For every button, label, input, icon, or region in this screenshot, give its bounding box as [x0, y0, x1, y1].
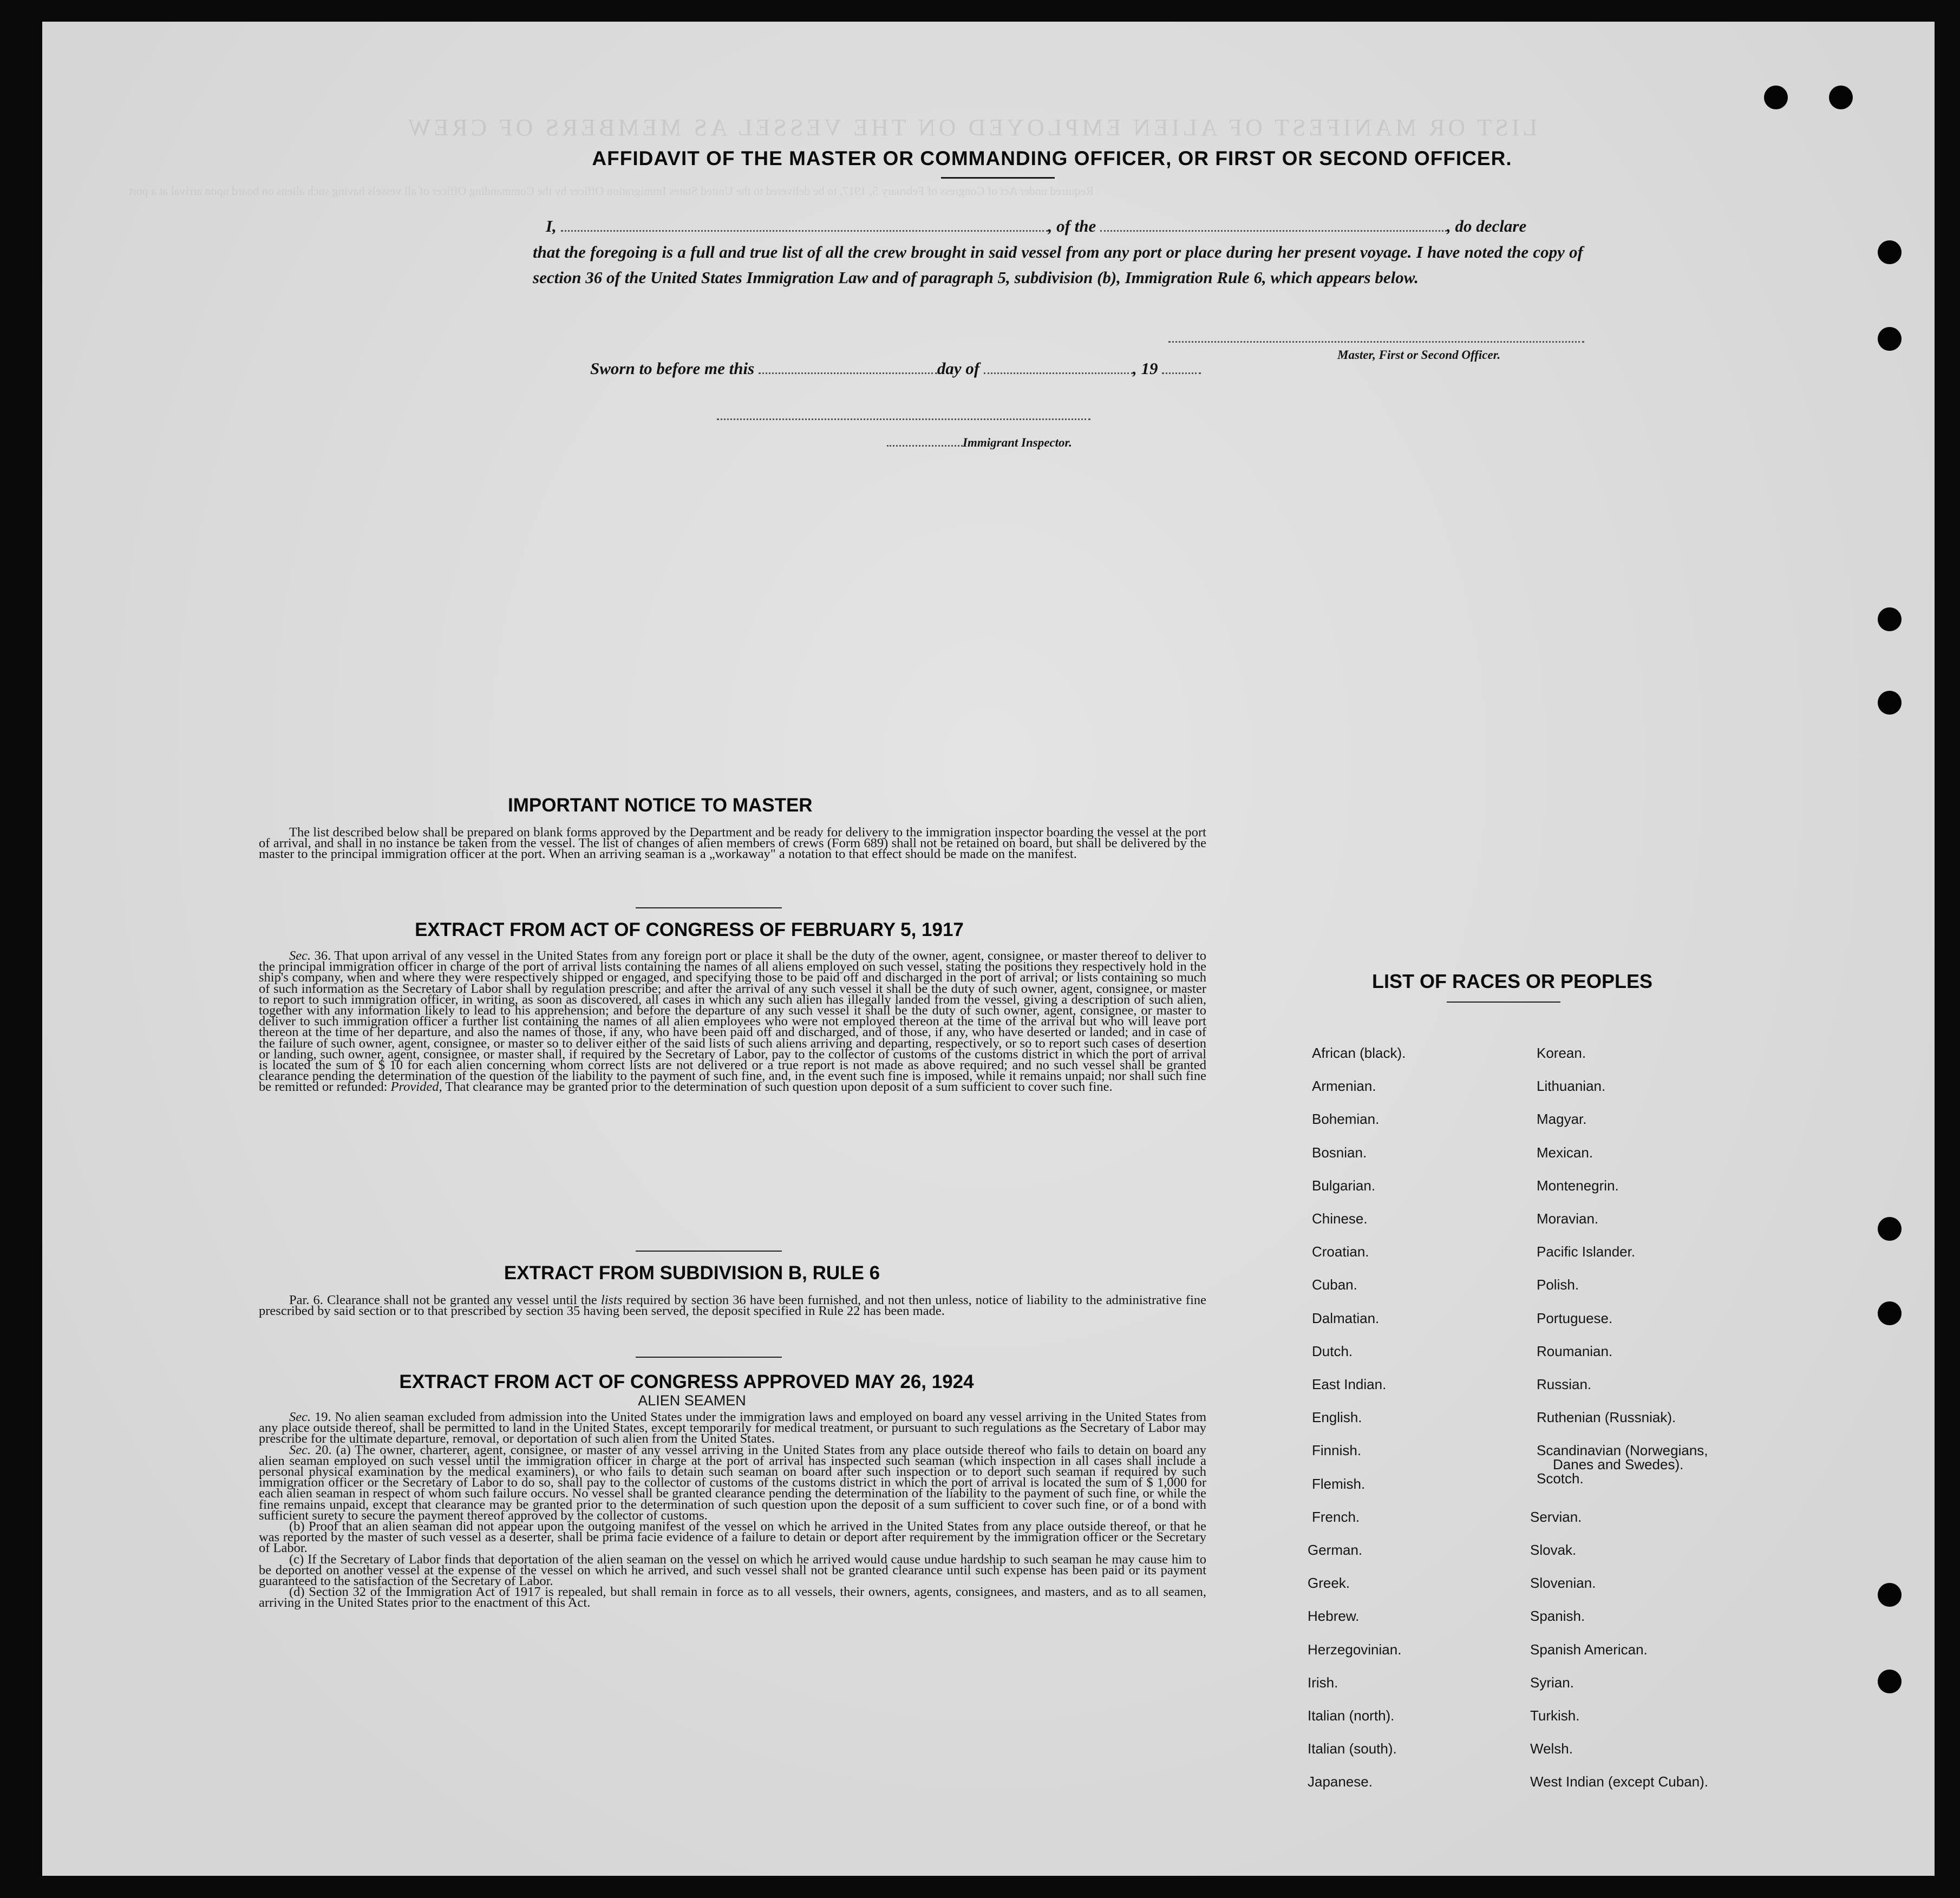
race-left-item: French. [1312, 1508, 1360, 1525]
race-right-item: Slovak. [1530, 1542, 1577, 1558]
race-right-item: Slovenian. [1530, 1575, 1596, 1592]
sworn-year-field[interactable] [1162, 359, 1201, 374]
race-right-item: Ruthenian (Russniak). [1537, 1409, 1676, 1426]
sec20d-paragraph [259, 1585, 1206, 1611]
sworn-day-field[interactable] [759, 359, 937, 374]
sec19-body: 19. No alien seaman excluded from admission into the United States under the immigration laws and employed on board any vessel arriving in the United States from any place outside thereof, shall be permitted to land in the United States, except temporarily for medical treatment, or pursuant to such regulations as the Secretary of Labor may prescribe for the ultimate departure, removal, or deportation of such alien from the United States. [259, 1410, 1207, 1447]
races-title-rule [1447, 1002, 1560, 1003]
race-right-item: Syrian. [1530, 1674, 1574, 1691]
rule6-text [259, 1295, 1206, 1317]
race-left-item: Croatian. [1312, 1243, 1369, 1260]
declaration-of-the: , of the [1048, 217, 1096, 235]
race-right-item: Spanish. [1530, 1608, 1585, 1625]
punch-hole-right-4 [1878, 691, 1902, 715]
sec20a-paragraph [259, 1442, 1206, 1523]
rule6-rule [636, 1357, 782, 1358]
sec20c-body: (c) If the Secretary of Labor finds that deportation of the alien seaman on the vessel on which he arrived would cause undue hardship to such seaman he may cause him to be deported on another vessel at the expense of the vessel on which he arrived, and such vessel shall not be granted clearance until such expense has been paid or its payment guaranteed to the satisfaction of the Secretary of Labor. [259, 1552, 1206, 1589]
extract-1917-rule [636, 1251, 782, 1252]
races-title: LIST OF RACES OR PEOPLES [1371, 970, 1653, 992]
punch-hole-right-7 [1878, 1583, 1902, 1607]
race-left-item: Herzegovinian. [1308, 1641, 1402, 1658]
race-right-item: Servian. [1530, 1508, 1582, 1525]
race-left-item: Bohemian. [1312, 1111, 1380, 1128]
inspector-caption-dots [887, 436, 963, 447]
race-left-item: Greek. [1308, 1575, 1350, 1592]
declaration-do-declare: , do declare [1447, 217, 1527, 235]
extract-1917-sec: Sec. [289, 948, 311, 963]
inspector-signature-line[interactable] [717, 418, 1090, 420]
race-left-item: East Indian. [1312, 1376, 1387, 1392]
declarant-name-field[interactable] [561, 217, 1048, 232]
race-right-item: Korean. [1537, 1045, 1586, 1061]
punch-hole-right-3 [1878, 607, 1902, 631]
race-right-item: Welsh. [1530, 1740, 1573, 1757]
race-left-item: Italian (north). [1308, 1707, 1395, 1724]
race-right-item: Mexican. [1537, 1144, 1593, 1161]
race-right-item: Moravian. [1537, 1210, 1599, 1227]
sec20d-body: (d) Section 32 of the Immigration Act of 1917 is repealed, but shall remain in force as to all vessels, their owners, agents, consignees, and masters, and as to all seamen, arriving in the United States prior to the enactment of this Act. [259, 1585, 1206, 1611]
sec20b-body: (b) Proof that an alien seaman did not appear upon the outgoing manifest of the vessel on which he arrived in the United States from any place outside thereof, or that he was reported by the master of such vessel as a deserter, shall be prima facie evidence of a failure to detain or deport after requirement by the immigration officer or the Secretary of Labor. [259, 1519, 1206, 1556]
sec20c-paragraph [259, 1554, 1206, 1587]
race-left-item: Dalmatian. [1312, 1310, 1380, 1326]
notice-title: IMPORTANT NOTICE TO MASTER [508, 795, 813, 816]
punch-hole-right-5 [1878, 1217, 1902, 1241]
rule6-body-b: required by section 36 have been furnished, and not then unless, notice of liability to the administrative fine prescribed by said section or to that prescribed by section 35 having been served, the deposit specified in Rule 22 has been made. [259, 1293, 1207, 1319]
affidavit-paragraph: that the foregoing is a full and true list of all the crew brought in said vessel from any port or place during her present voyage. I have noted the copy of section 36 of the United States Immigration Law and of paragraph 5, subdivision (b), Immigration Rule 6, which appears below. [533, 243, 1583, 287]
race-left-item: Chinese. [1312, 1210, 1368, 1227]
bleed-through-heading: LIST OR MANIFEST OF ALIEN EMPLOYED ON THE VESSEL AS MEMBERS OF CREW [405, 114, 1538, 141]
race-right-item: Spanish American. [1530, 1641, 1648, 1658]
race-right-item: Magyar. [1537, 1111, 1587, 1128]
declaration-i: I, [546, 217, 557, 235]
rule6-title: EXTRACT FROM SUBDIVISION B, RULE 6 [504, 1262, 880, 1284]
sec20b-paragraph [259, 1521, 1206, 1554]
punch-hole-right-2 [1878, 327, 1902, 351]
race-left-item: Japanese. [1308, 1773, 1373, 1790]
sworn-month-field[interactable] [984, 359, 1133, 374]
race-right-item: Portuguese. [1537, 1310, 1613, 1326]
notice-body: The list described below shall be prepared on blank forms approved by the Department and be ready for delivery to the immigration inspector boarding the vessel at the port of arrival, and shall in no instance be taken from the vessel. The list of changes of alien members of crews (Form 689) shall not be retained on board, but shall be delivered by the master to the principal immigration officer at the port. When an arriving seaman is a „workaway" a notation to that effect should be made on the manifest. [259, 825, 1206, 862]
punch-hole-right-6 [1878, 1301, 1902, 1325]
extract-1917-body: 36. That upon arrival of any vessel in the United States from any foreign port or place it shall be the duty of the owner, agent, consignee, or master thereof to deliver to the principal immigration officer in charge of the port of arrival lists containing the names of all aliens employed on such vessel, stating the positions they respectively hold in the ship's company, when and where they were respectively shipped or engaged, and specifying those to be paid off and discharged in the port of arrival; or lists containing so much of such information as the Secretary of Labor shall by regulation prescribe; and after the arrival of any such vessel it shall be the duty of such owner, agent, consignee, or master to report to such immigration officer, in writing, as soon as discovered, all cases in which any such alien has illegally landed from the vessel, giving a description of such alien, together with any information likely to lead to his apprehension; and before the departure of any such vessel it shall be the duty of such owner, agent, consignee, or master to deliver to such immigration officer a further list containing the names of all alien employees who were not employed thereon at the time of the arrival but who will leave port thereon at the time of her departure, and also the names of those, if any, who have been paid off and discharged, and of those, if any, who have deserted or landed; and in case of the failure of such owner, agent, consignee, or master so to deliver either of the said lists of such aliens arriving and departing, respectively, or so to report such cases of desertion or landing, such owner, agent, consignee, or master shall, if required by the Secretary of Labor, pay to the collector of customs of the customs district in which the port of arrival is located the sum of $ 10 for each alien concerning whom correct lists are not delivered or a true report is not made as above required; and no such vessel shall be granted clearance pending the determination of the question of the liability to the payment of such fine, and, in the event such fine is imposed, while it remains unpaid; nor shall such fine be remitted or refunded: [259, 948, 1207, 1095]
race-left-item: Hebrew. [1308, 1608, 1360, 1625]
extract-1917-text [259, 948, 1207, 1095]
sworn-line [590, 359, 1201, 378]
rule6-lists: lists [600, 1293, 623, 1307]
punch-hole-right-1 [1878, 240, 1902, 264]
sec20a-body: 20. (a) The owner, charterer, agent, consignee, or master of any vessel arriving in the United States from any place outside thereof who fails to detain on board any alien seaman employed on such vessel until the immigration officer in charge at the port of arrival has inspected such seaman (which inspection in all cases shall include a personal physical examination by the medical examiners), or who fails to detain such seaman on board after such inspection or to deport such seaman if required by such immigration officer or the Secretary of Labor to do so, shall pay to the collector of customs of the customs district in which the port of arrival is located the sum of $ 1,000 for each alien seaman in respect of whom such failure occurs. No vessel shall be granted clearance pending the determination of the liability to the payment of such fine, or while the fine remains unpaid, except that clearance may be granted prior to the determination of such question upon the deposit of a sum sufficient to cover such fine, or of a bond with sufficient surety to secure the payment thereof approved by the collector of customs. [259, 1442, 1206, 1523]
extract-1917-title: EXTRACT FROM ACT OF CONGRESS OF FEBRUARY 5, 1917 [415, 919, 964, 940]
rule6-body-a: Par. 6. Clearance shall not be granted any vessel until the [289, 1293, 597, 1307]
race-left-item: Flemish. [1312, 1475, 1366, 1492]
extract-1917-provided: Provided, [390, 1079, 442, 1095]
extract-1924-subtitle: ALIEN SEAMEN [638, 1392, 746, 1409]
race-left-item: African (black). [1312, 1045, 1406, 1061]
document-page [42, 22, 1935, 1876]
extract-1924-title: EXTRACT FROM ACT OF CONGRESS APPROVED MAY 26, 1924 [399, 1371, 974, 1392]
race-left-item: German. [1308, 1542, 1363, 1558]
master-signature-line[interactable] [1168, 341, 1584, 343]
race-right-item: Turkish. [1530, 1707, 1580, 1724]
race-left-item: Bulgarian. [1312, 1177, 1376, 1194]
race-left-item: Finnish. [1312, 1442, 1362, 1459]
race-left-item: Dutch. [1312, 1343, 1353, 1359]
race-left-item: Bosnian. [1312, 1144, 1367, 1161]
extract-1917-body-end: That clearance may be granted prior to the determination of such question upon deposit of a sum sufficient to cover such fine. [445, 1079, 1113, 1095]
bleed-through-subline: Required under Act of Congress of February 5, 1917, to be delivered to the United States Immigration Officer by the Commanding Officer of all vessels having such aliens on board upon arrival at a port [129, 184, 1094, 198]
race-right-item: Roumanian. [1537, 1343, 1613, 1359]
race-left-item: Cuban. [1312, 1277, 1357, 1293]
notice-text [259, 827, 1206, 860]
race-left-item: Armenian. [1312, 1078, 1376, 1095]
race-right-item: Scotch. [1537, 1470, 1584, 1487]
sworn-day-of: day of [937, 359, 980, 378]
race-right-item: Polish. [1537, 1277, 1579, 1293]
vessel-name-field[interactable] [1100, 217, 1447, 232]
race-right-item: Danes and Swedes). [1553, 1456, 1684, 1473]
punch-hole-top-2 [1829, 86, 1853, 109]
race-right-item: Pacific Islander. [1537, 1243, 1636, 1260]
sec19-paragraph [259, 1412, 1206, 1445]
sec20a-sec: Sec. [289, 1442, 311, 1457]
race-right-item: Montenegrin. [1537, 1177, 1619, 1194]
master-signature-caption: Master, First or Second Officer. [1337, 348, 1501, 362]
extract-1924-text [259, 1412, 1206, 1609]
sworn-text: Sworn to before me this [590, 359, 755, 378]
race-right-item: Russian. [1537, 1376, 1592, 1392]
affidavit-title: AFFIDAVIT OF THE MASTER OR COMMANDING OFFICER, OR FIRST OR SECOND OFFICER. [592, 147, 1512, 169]
inspector-caption [887, 436, 1072, 450]
inspector-caption-text: Immigrant Inspector. [963, 436, 1072, 449]
race-right-item: West Indian (except Cuban). [1530, 1773, 1709, 1790]
race-left-item: English. [1312, 1409, 1362, 1426]
race-right-item: Scandinavian (Norwegians, [1537, 1442, 1708, 1459]
punch-hole-right-8 [1878, 1670, 1902, 1693]
affidavit-title-rule [941, 177, 1055, 179]
sworn-year-prefix: , 19 [1133, 359, 1158, 378]
race-right-item: Lithuanian. [1537, 1078, 1606, 1095]
punch-hole-top-1 [1764, 86, 1788, 109]
race-left-item: Italian (south). [1308, 1740, 1397, 1757]
affidavit-declaration-line [546, 217, 1526, 236]
race-left-item: Irish. [1308, 1674, 1338, 1691]
sec19-sec: Sec. [289, 1410, 311, 1424]
notice-rule [636, 907, 782, 908]
